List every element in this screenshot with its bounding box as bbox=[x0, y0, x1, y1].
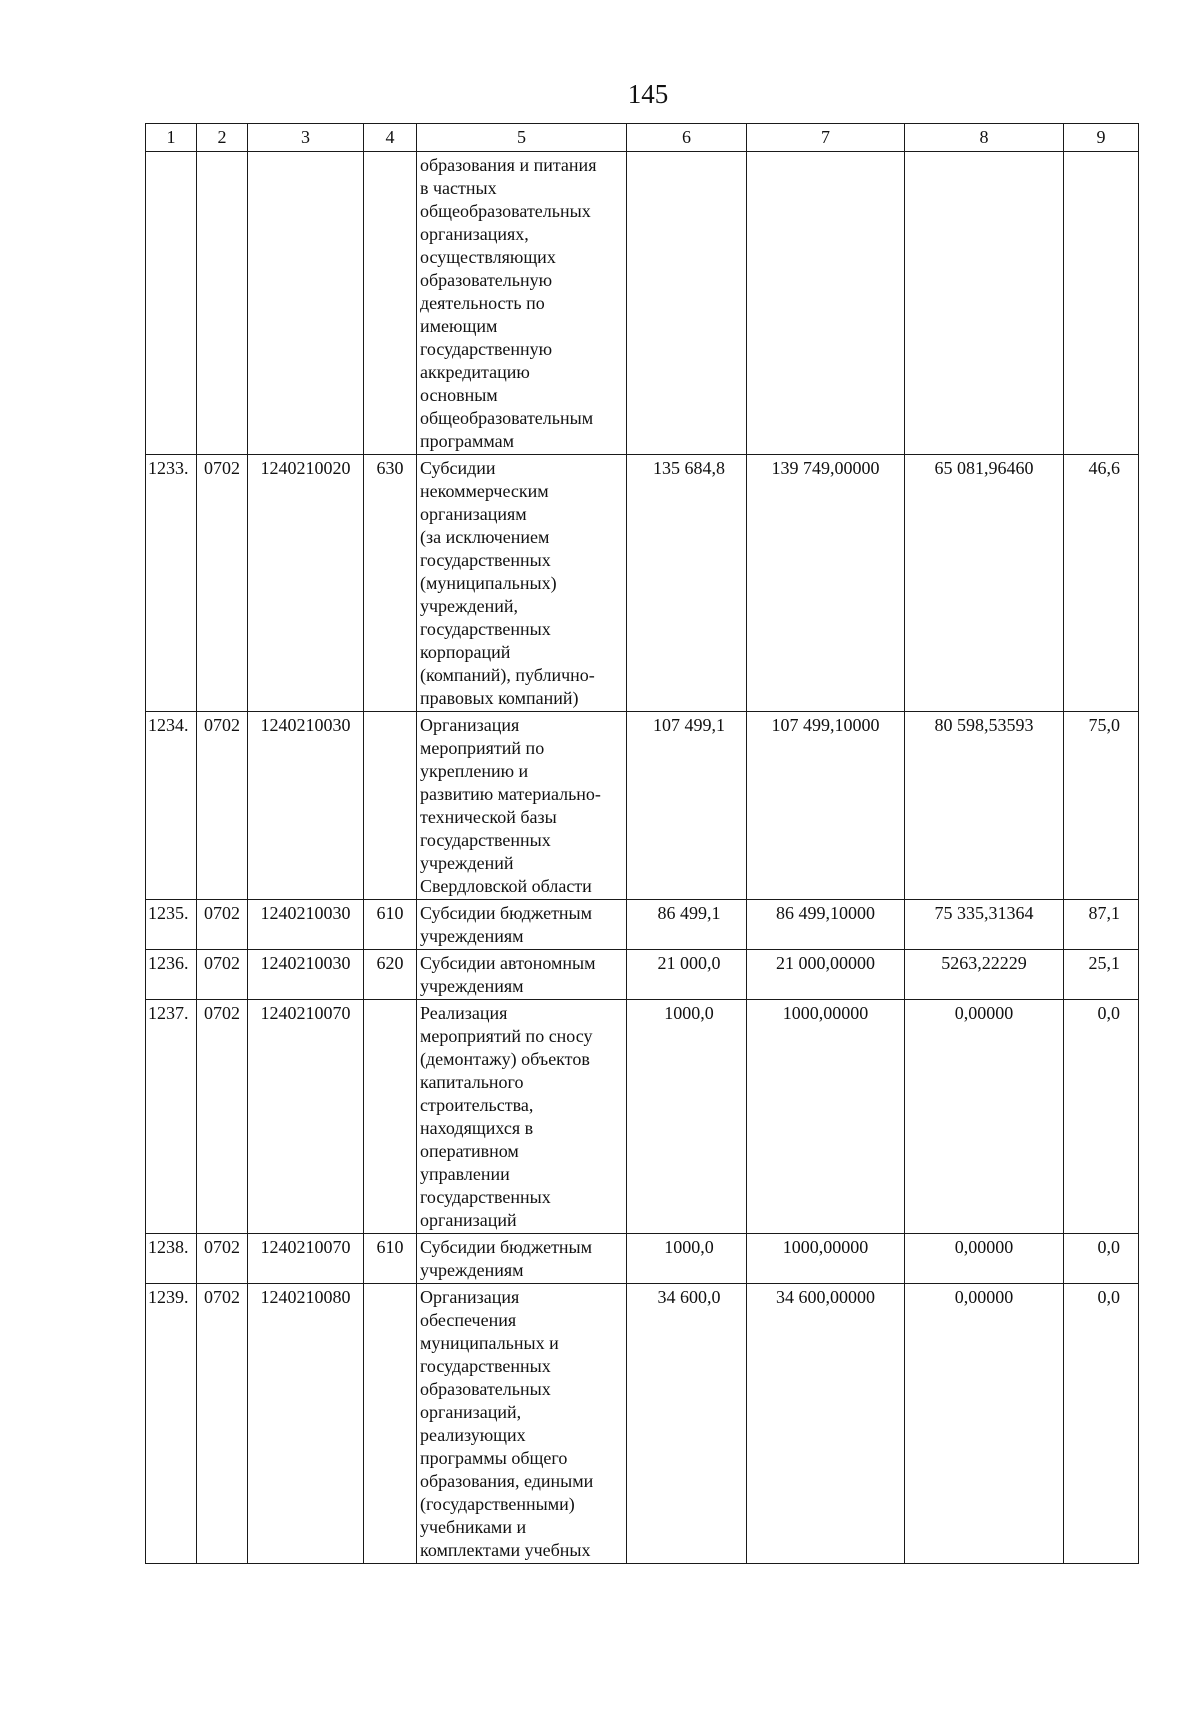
description-line: учреждениям bbox=[420, 1260, 524, 1280]
section-code-cell: 0702 bbox=[197, 900, 248, 950]
refined-amount-cell: 1000,00000 bbox=[747, 1000, 905, 1234]
header-cell: 5 bbox=[417, 124, 627, 152]
expense-type-cell bbox=[364, 712, 417, 900]
percent-cell bbox=[1064, 152, 1139, 455]
description-line: учреждениям bbox=[420, 976, 524, 996]
budget-table bbox=[145, 123, 1139, 1564]
target-code-cell: 1240210070 bbox=[248, 1234, 364, 1284]
description-line: учебниками и bbox=[420, 1517, 527, 1537]
approved-amount-cell bbox=[627, 152, 747, 455]
header-cell: 8 bbox=[905, 124, 1064, 152]
description-line: организациях, bbox=[420, 224, 529, 244]
target-code-cell bbox=[248, 152, 364, 455]
description-cell bbox=[417, 950, 627, 1000]
description-line: находящихся в bbox=[420, 1118, 534, 1138]
table-row bbox=[146, 950, 1139, 1000]
description-line: Организация bbox=[420, 715, 520, 735]
description-line: (государственными) bbox=[420, 1494, 575, 1514]
target-code-cell: 1240210030 bbox=[248, 950, 364, 1000]
executed-amount-cell: 0,00000 bbox=[905, 1284, 1064, 1564]
expense-type-cell: 610 bbox=[364, 900, 417, 950]
description-line: учреждениям bbox=[420, 926, 524, 946]
table-header-row bbox=[146, 124, 1139, 152]
header-cell: 1 bbox=[146, 124, 197, 152]
table-row bbox=[146, 900, 1139, 950]
description-cell bbox=[417, 1234, 627, 1284]
description-line: Субсидии bbox=[420, 458, 496, 478]
description-line: основным bbox=[420, 385, 498, 405]
description-line: государственных bbox=[420, 619, 551, 639]
expense-type-cell bbox=[364, 1000, 417, 1234]
description-line: Свердловской области bbox=[420, 876, 592, 896]
approved-amount-cell: 135 684,8 bbox=[627, 455, 747, 712]
target-code-cell: 1240210030 bbox=[248, 900, 364, 950]
description-cell bbox=[417, 900, 627, 950]
description-line: укреплению и bbox=[420, 761, 529, 781]
description-line: мероприятий по bbox=[420, 738, 545, 758]
description-cell bbox=[417, 152, 627, 455]
section-code-cell: 0702 bbox=[197, 1000, 248, 1234]
description-line: государственных bbox=[420, 1356, 551, 1376]
executed-amount-cell: 65 081,96460 bbox=[905, 455, 1064, 712]
header-cell: 9 bbox=[1064, 124, 1139, 152]
description-line: деятельность по bbox=[420, 293, 545, 313]
description-line: (за исключением bbox=[420, 527, 550, 547]
expense-type-cell: 610 bbox=[364, 1234, 417, 1284]
section-code-cell: 0702 bbox=[197, 455, 248, 712]
target-code-cell: 1240210030 bbox=[248, 712, 364, 900]
section-code-cell bbox=[197, 152, 248, 455]
target-code-cell: 1240210070 bbox=[248, 1000, 364, 1234]
description-cell bbox=[417, 712, 627, 900]
description-line: образовательных bbox=[420, 1379, 551, 1399]
row-number-cell: 1239. bbox=[146, 1284, 197, 1564]
percent-cell: 0,0 bbox=[1064, 1284, 1139, 1564]
description-line: (демонтажу) объектов bbox=[420, 1049, 590, 1069]
description-line: образования и питания bbox=[420, 155, 597, 175]
approved-amount-cell: 1000,0 bbox=[627, 1000, 747, 1234]
percent-cell: 87,1 bbox=[1064, 900, 1139, 950]
description-line: организаций bbox=[420, 1210, 517, 1230]
header-cell: 7 bbox=[747, 124, 905, 152]
expense-type-cell bbox=[364, 1284, 417, 1564]
refined-amount-cell: 21 000,00000 bbox=[747, 950, 905, 1000]
table-row bbox=[146, 152, 1139, 455]
percent-cell: 25,1 bbox=[1064, 950, 1139, 1000]
description-line: Организация bbox=[420, 1287, 520, 1307]
percent-cell: 46,6 bbox=[1064, 455, 1139, 712]
description-line: строительства, bbox=[420, 1095, 534, 1115]
description-line: программы общего bbox=[420, 1448, 568, 1468]
header-cell: 4 bbox=[364, 124, 417, 152]
row-number-cell bbox=[146, 152, 197, 455]
description-line: программам bbox=[420, 431, 515, 451]
description-line: образовательную bbox=[420, 270, 553, 290]
description-line: учреждений bbox=[420, 853, 514, 873]
description-line: аккредитацию bbox=[420, 362, 530, 382]
description-line: (муниципальных) bbox=[420, 573, 557, 593]
table-row bbox=[146, 1284, 1139, 1564]
row-number-cell: 1234. bbox=[146, 712, 197, 900]
header-cell: 6 bbox=[627, 124, 747, 152]
percent-cell: 0,0 bbox=[1064, 1000, 1139, 1234]
description-line: образования, едиными bbox=[420, 1471, 594, 1491]
description-line: в частных bbox=[420, 178, 497, 198]
description-line: капитального bbox=[420, 1072, 524, 1092]
approved-amount-cell: 107 499,1 bbox=[627, 712, 747, 900]
page-number: 145 bbox=[627, 79, 669, 109]
refined-amount-cell: 107 499,10000 bbox=[747, 712, 905, 900]
table-row bbox=[146, 1234, 1139, 1284]
description-line: государственных bbox=[420, 550, 551, 570]
header-cell: 3 bbox=[248, 124, 364, 152]
approved-amount-cell: 21 000,0 bbox=[627, 950, 747, 1000]
description-line: имеющим bbox=[420, 316, 498, 336]
section-code-cell: 0702 bbox=[197, 1284, 248, 1564]
description-line: реализующих bbox=[420, 1425, 526, 1445]
table-row bbox=[146, 455, 1139, 712]
refined-amount-cell: 139 749,00000 bbox=[747, 455, 905, 712]
description-cell bbox=[417, 455, 627, 712]
description-line: развитию материально- bbox=[420, 784, 601, 804]
description-line: оперативном bbox=[420, 1141, 519, 1161]
description-line: муниципальных и bbox=[420, 1333, 559, 1353]
approved-amount-cell: 34 600,0 bbox=[627, 1284, 747, 1564]
refined-amount-cell: 86 499,10000 bbox=[747, 900, 905, 950]
executed-amount-cell: 0,00000 bbox=[905, 1000, 1064, 1234]
description-line: обеспечения bbox=[420, 1310, 517, 1330]
row-number-cell: 1236. bbox=[146, 950, 197, 1000]
description-line: организациям bbox=[420, 504, 527, 524]
percent-cell: 0,0 bbox=[1064, 1234, 1139, 1284]
expense-type-cell: 630 bbox=[364, 455, 417, 712]
description-line: комплектами учебных bbox=[420, 1540, 591, 1560]
description-line: технической базы bbox=[420, 807, 557, 827]
description-cell bbox=[417, 1000, 627, 1234]
header-cell: 2 bbox=[197, 124, 248, 152]
target-code-cell: 1240210080 bbox=[248, 1284, 364, 1564]
description-line: государственных bbox=[420, 830, 551, 850]
percent-cell: 75,0 bbox=[1064, 712, 1139, 900]
description-line: государственных bbox=[420, 1187, 551, 1207]
description-line: (компаний), публично- bbox=[420, 665, 595, 685]
description-cell bbox=[417, 1284, 627, 1564]
refined-amount-cell bbox=[747, 152, 905, 455]
description-line: осуществляющих bbox=[420, 247, 556, 267]
row-number-cell: 1233. bbox=[146, 455, 197, 712]
target-code-cell: 1240210020 bbox=[248, 455, 364, 712]
description-line: правовых компаний) bbox=[420, 688, 579, 708]
executed-amount-cell bbox=[905, 152, 1064, 455]
description-line: некоммерческим bbox=[420, 481, 549, 501]
executed-amount-cell: 5263,22229 bbox=[905, 950, 1064, 1000]
description-line: общеобразовательным bbox=[420, 408, 594, 428]
row-number-cell: 1237. bbox=[146, 1000, 197, 1234]
description-line: государственную bbox=[420, 339, 553, 359]
description-line: Субсидии автономным bbox=[420, 953, 596, 973]
row-number-cell: 1238. bbox=[146, 1234, 197, 1284]
row-number-cell: 1235. bbox=[146, 900, 197, 950]
approved-amount-cell: 86 499,1 bbox=[627, 900, 747, 950]
expense-type-cell: 620 bbox=[364, 950, 417, 1000]
executed-amount-cell: 0,00000 bbox=[905, 1234, 1064, 1284]
description-line: управлении bbox=[420, 1164, 510, 1184]
description-line: общеобразовательных bbox=[420, 201, 591, 221]
approved-amount-cell: 1000,0 bbox=[627, 1234, 747, 1284]
description-line: мероприятий по сносу bbox=[420, 1026, 593, 1046]
description-line: учреждений, bbox=[420, 596, 519, 616]
expense-type-cell bbox=[364, 152, 417, 455]
table-row bbox=[146, 712, 1139, 900]
section-code-cell: 0702 bbox=[197, 1234, 248, 1284]
section-code-cell: 0702 bbox=[197, 950, 248, 1000]
executed-amount-cell: 80 598,53593 bbox=[905, 712, 1064, 900]
description-line: Субсидии бюджетным bbox=[420, 1237, 593, 1257]
executed-amount-cell: 75 335,31364 bbox=[905, 900, 1064, 950]
section-code-cell: 0702 bbox=[197, 712, 248, 900]
refined-amount-cell: 1000,00000 bbox=[747, 1234, 905, 1284]
description-line: организаций, bbox=[420, 1402, 522, 1422]
table-row bbox=[146, 1000, 1139, 1234]
refined-amount-cell: 34 600,00000 bbox=[747, 1284, 905, 1564]
description-line: корпораций bbox=[420, 642, 511, 662]
description-line: Субсидии бюджетным bbox=[420, 903, 593, 923]
description-line: Реализация bbox=[420, 1003, 508, 1023]
